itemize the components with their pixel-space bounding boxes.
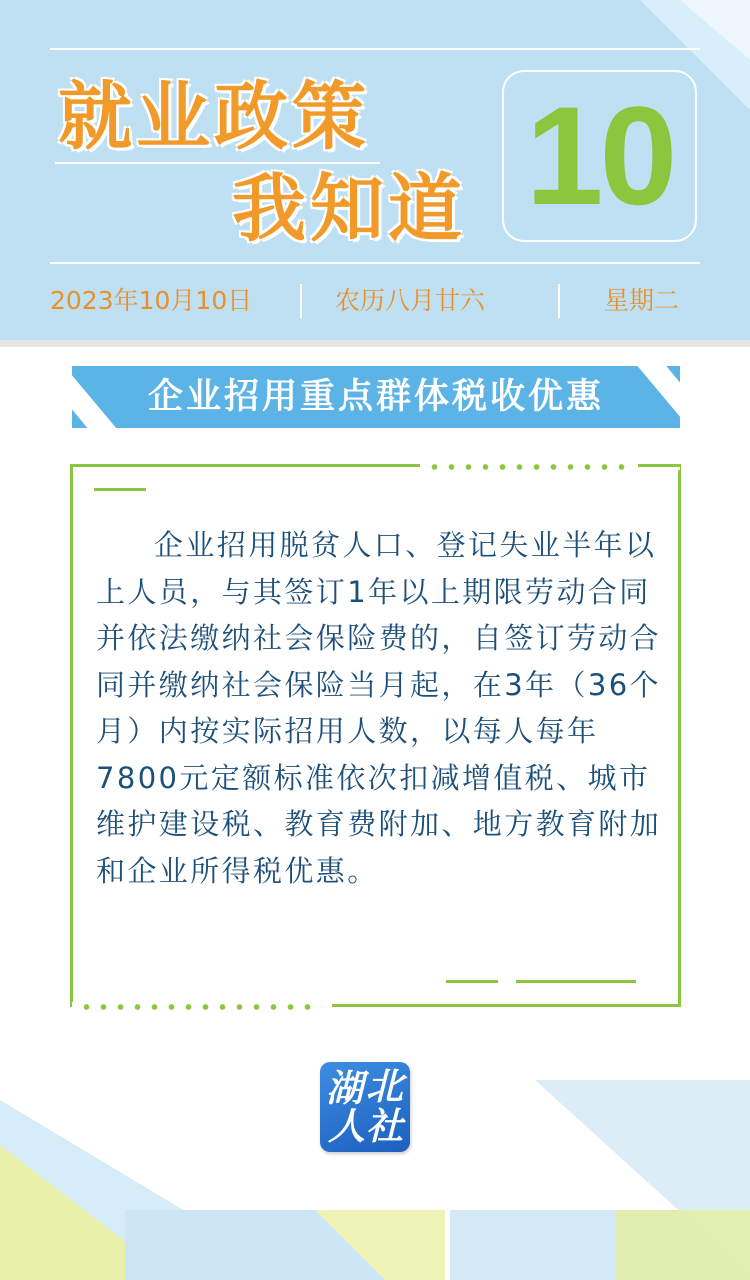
bottom-accent-1	[446, 980, 498, 983]
issue-number-box	[502, 70, 697, 242]
section-heading: 企业招用重点群体税收优惠	[147, 377, 604, 417]
logo-char-2: 北	[366, 1064, 403, 1108]
header-stripe	[0, 340, 750, 347]
logo-char-1: 湖	[326, 1066, 363, 1110]
issue-number: 10	[525, 77, 674, 234]
title-line-2: 我知道	[232, 166, 466, 252]
lunar-date: 农历八月廿六	[335, 286, 486, 315]
header-top-line	[50, 48, 700, 50]
date: 2023年10月10日	[50, 286, 253, 315]
top-dot-line	[426, 464, 630, 470]
logo-char-3: 人	[328, 1104, 365, 1148]
date-separator-2	[558, 284, 560, 318]
top-right-bar	[638, 464, 680, 467]
date-separator-1	[300, 284, 302, 318]
policy-text: 企业招用脱贫人口、登记失业半年以上人员，与其签订1年以上期限劳动合同并依法缴纳社会保险费的，自签订劳动合同并缴纳社会保险当月起，在3年（36个月）内按实际招用人数，以每人每年7800元定额标准依次扣减增值税、城市维护建设税、教育费附加、地方教育附加和企业所得税优惠。	[96, 528, 662, 888]
section-banner	[72, 366, 680, 428]
bottom-decoration	[0, 1080, 750, 1280]
weekday: 星期二	[604, 286, 680, 315]
header-bottom-line	[50, 262, 700, 264]
logo-char-4: 社	[366, 1104, 403, 1148]
bottom-dot-line	[78, 1004, 322, 1010]
top-left-accent	[94, 488, 146, 491]
bottom-accent-2	[516, 980, 636, 983]
title-line-1: 就业政策	[58, 74, 370, 160]
